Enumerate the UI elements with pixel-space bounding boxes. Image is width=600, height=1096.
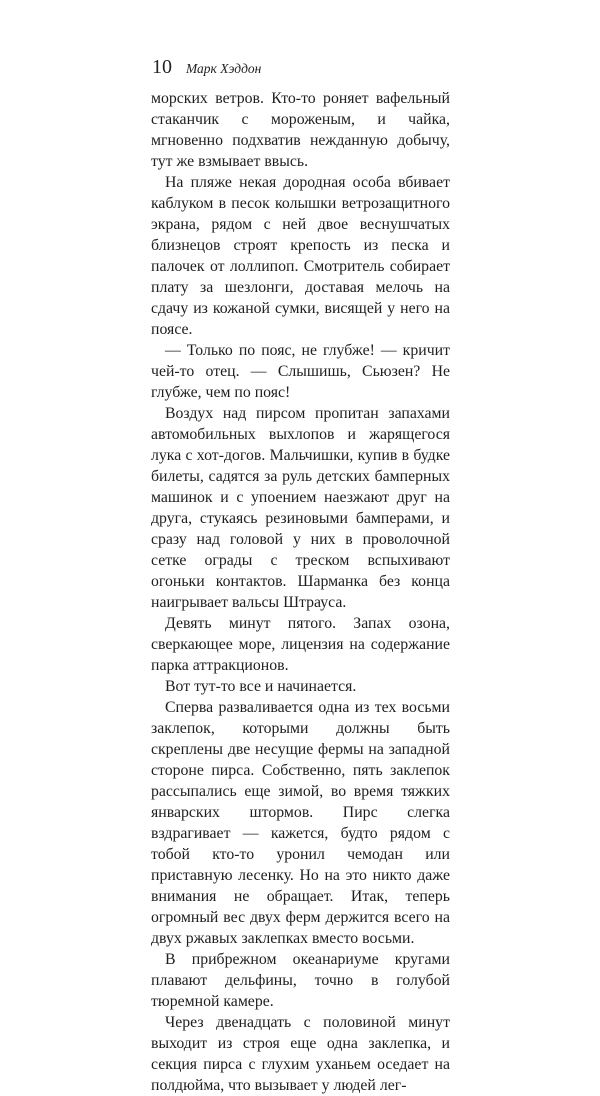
paragraph: Через двенадцать с половиной минут выходит из строя еще одна заклепка, и секция пирса с глухим уханьем оседает на полдюйма, что вызывает у людей лег- — [151, 1014, 450, 1094]
paragraph: На пляже некая дородная особа вбивает каблуком в песок колышки ветрозащитного экрана, рядом с ней двое веснушчатых близнецов строят крепость из песка и палочек от лоллипоп. Смотритель собирает плату за шезлонги, доставая мелочь на сдачу из кожаной сумки, висящей у него на поясе. — [151, 174, 450, 338]
page-header — [152, 56, 261, 79]
paragraph: морских ветров. Кто-то роняет вафельный стаканчик с мороженым, и чайка, мгновенно подхватив нежданную добычу, тут же взмывает ввысь. — [151, 90, 450, 170]
paragraph: Воздух над пирсом пропитан запахами автомобильных выхлопов и жарящегося лука с хот-догов. Мальчишки, купив в будке билеты, садятся за руль детских бамперных машинок и с упоением наезжают друг на друга, стукаясь резиновыми бамперами, и сразу над головой у них в проволочной сетке ограды с треском вспыхивают огоньки контактов. Шарманка без конца наигрывает вальсы Штрауса. — [151, 405, 450, 611]
paragraph: В прибрежном океанариуме кругами плавают дельфины, точно в голубой тюремной камере. — [151, 951, 450, 1010]
paragraph: Девять минут пятого. Запах озона, сверкающее море, лицензия на содержание парка аттракционов. — [151, 615, 450, 674]
paragraph: Сперва разваливается одна из тех восьми заклепок, которыми должны быть скреплены две несущие фермы на западной стороне пирса. Собственно, пять заклепок рассыпались еще зимой, во время тяжких январских штормов. Пирс слегка вздрагивает — кажется, будто рядом с тобой кто-то уронил чемодан или приставную лесенку. Но на это никто даже внимания не обращает. Итак, теперь огромный вес двух ферм держится всего на двух ржавых заклепках вместо восьми. — [151, 699, 450, 947]
running-head-author: Марк Хэддон — [186, 61, 262, 76]
body-text — [151, 88, 450, 1096]
page-number: 10 — [152, 56, 172, 78]
paragraph: — Только по пояс, не глубже! — кричит чей-то отец. — Слышишь, Сьюзен? Не глубже, чем по пояс! — [151, 342, 450, 401]
paragraph: Вот тут-то все и начинается. — [165, 678, 357, 695]
